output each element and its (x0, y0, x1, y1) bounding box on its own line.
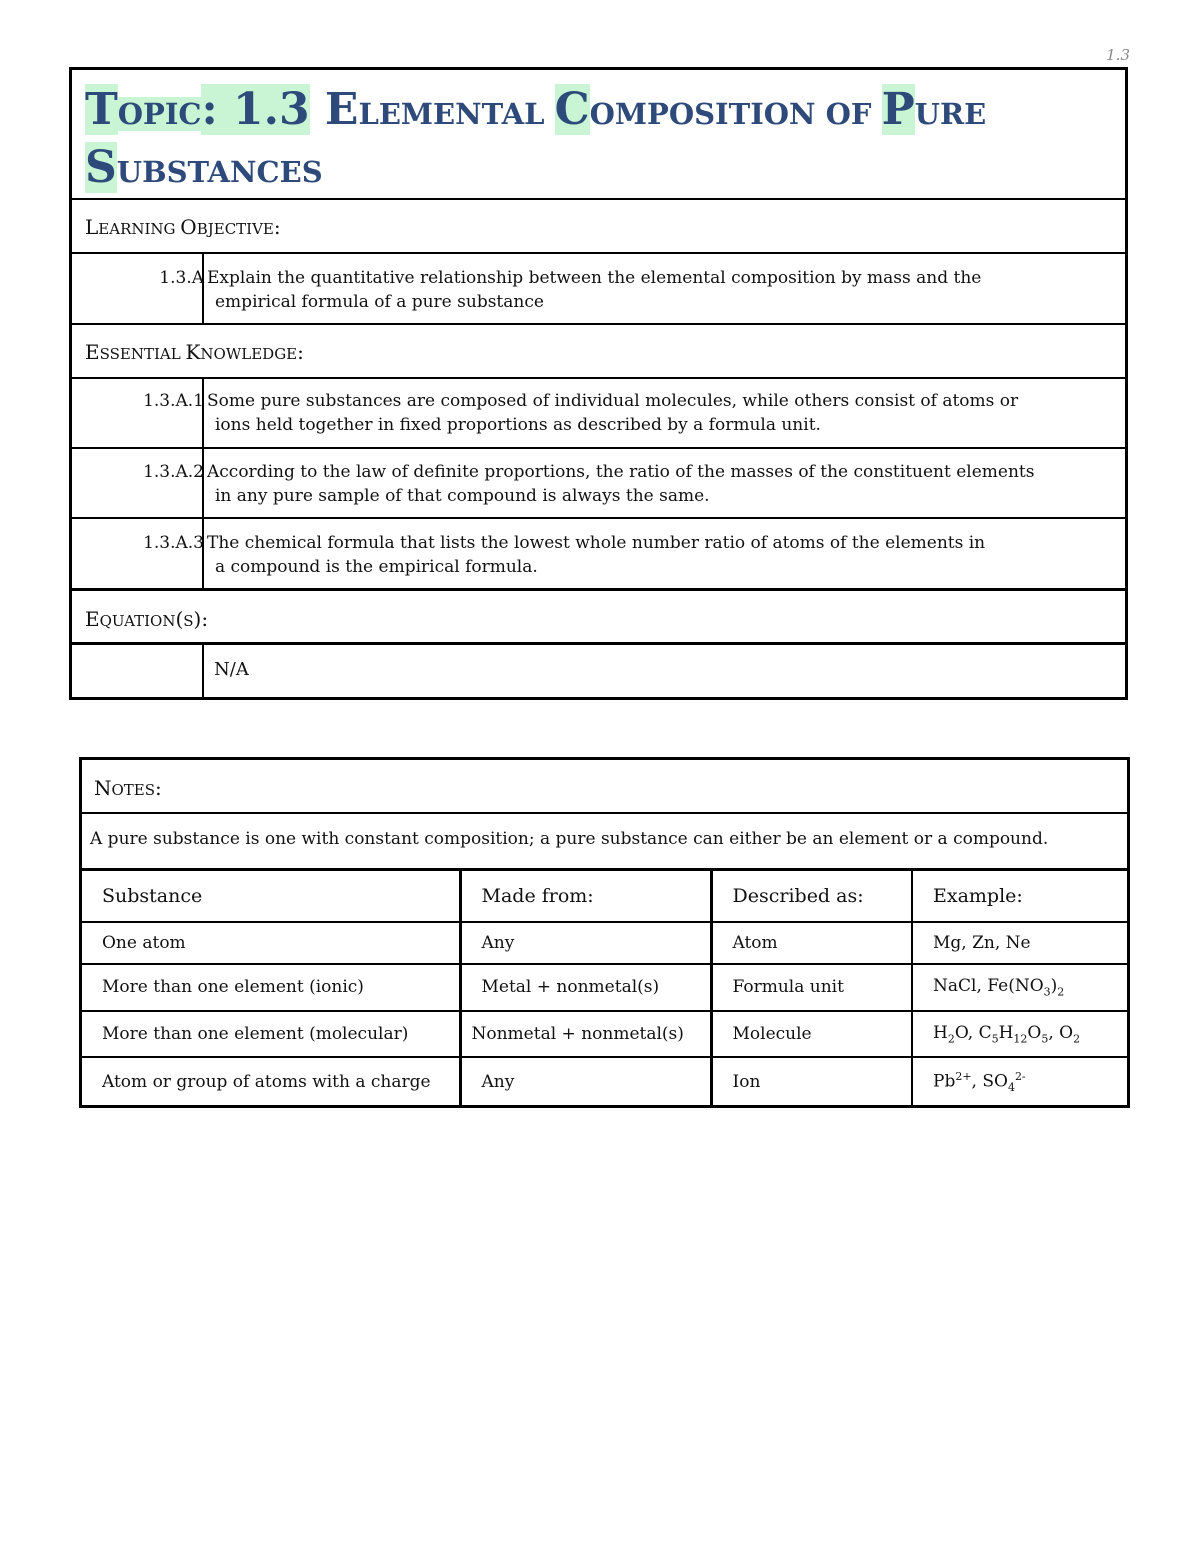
objective-text-line-2: empirical formula of a pure substance (215, 292, 544, 312)
divider (72, 198, 1125, 200)
divider (72, 377, 1125, 379)
formula-fragment: NaCl, Fe(NO (933, 976, 1044, 997)
title-fragment: URE (914, 97, 987, 131)
learning-objective-heading (85, 215, 281, 239)
table-row (82, 922, 1127, 964)
divider (82, 812, 1127, 814)
heading-fragment: SSENTIAL (99, 345, 186, 363)
cell-substance: More than one element (ionic) (82, 964, 460, 1011)
table-row (82, 1011, 1127, 1058)
column-header: Example: (912, 870, 1127, 923)
knowledge-text-line-2: ions held together in fixed proportions as described by a formula unit. (215, 415, 821, 435)
knowledge-text-line-1: The chemical formula that lists the lowest whole number ratio of atoms of the elements in (207, 533, 986, 553)
formula-fragment: 12 (1013, 1032, 1028, 1046)
formula-fragment: 5 (1041, 1032, 1049, 1046)
formula-fragment: 2 (947, 1032, 955, 1046)
equations-value: N/A (214, 659, 249, 680)
heading-fragment: E (85, 607, 100, 631)
formula-fragment: 2 (1073, 1032, 1081, 1046)
column-header: Made from: (460, 870, 711, 923)
knowledge-text (207, 460, 1034, 508)
knowledge-text-line-2: a compound is the empirical formula. (215, 557, 538, 577)
title-fragment: OPIC (117, 97, 202, 131)
knowledge-text (207, 531, 985, 579)
heading-fragment: N (94, 776, 112, 800)
formula-fragment: H (998, 1022, 1014, 1043)
heading-fragment: NOWLEDGE (200, 345, 298, 363)
cell-substance: One atom (82, 922, 460, 964)
title-fragment: : 1.3 (201, 84, 310, 135)
substance-table (82, 868, 1127, 1105)
divider (72, 447, 1125, 449)
topic-title-line-2 (85, 142, 323, 193)
formula-fragment: 3 (1043, 985, 1051, 999)
formula-fragment: 4 (1007, 1080, 1015, 1094)
cell-made-from: Nonmetal + nonmetal(s) (460, 1011, 711, 1058)
notes-table (79, 757, 1130, 1108)
knowledge-code: 1.3.A.2 (143, 462, 204, 482)
knowledge-code: 1.3.A.1 (143, 391, 204, 411)
formula-fragment: O, C (954, 1022, 992, 1043)
cell-described-as: Formula unit (711, 964, 912, 1011)
heading-fragment: ( (175, 607, 184, 631)
knowledge-text-line-1: Some pure substances are composed of individual molecules, while others consist of atoms or (207, 391, 1019, 411)
cell-described-as: Ion (711, 1057, 912, 1105)
title-fragment: E (309, 84, 359, 135)
column-header: Substance (82, 870, 460, 923)
essential-knowledge-heading (85, 340, 304, 364)
heading-fragment: L (85, 215, 99, 239)
objective-text-line-1: Explain the quantitative relationship between the elemental composition by mass and the (207, 268, 982, 288)
divider (72, 642, 1125, 645)
title-fragment: C (554, 84, 590, 135)
topic-title-line-1 (85, 84, 986, 135)
cell-made-from: Metal + nonmetal(s) (460, 964, 711, 1011)
title-fragment: T (85, 84, 118, 135)
notes-intro: A pure substance is one with constant composition; a pure substance can either be an element or a compound. (90, 829, 1049, 849)
formula-fragment: O (1027, 1022, 1042, 1043)
objective-code: 1.3.A (159, 268, 204, 288)
formula-fragment: 2- (1014, 1069, 1026, 1083)
knowledge-text-line-2: in any pure sample of that compound is always the same. (215, 486, 710, 506)
title-fragment: OMPOSITION OF (589, 97, 882, 131)
formula-fragment: Pb (933, 1071, 956, 1092)
heading-fragment: OTES (111, 781, 156, 799)
heading-fragment: ): (193, 607, 209, 631)
formula-fragment: H (933, 1022, 948, 1043)
cell-example (912, 964, 1127, 1011)
topic-table (69, 67, 1128, 700)
column-header: Described as: (711, 870, 912, 923)
heading-fragment: BJECTIVE (196, 220, 274, 238)
divider (72, 517, 1125, 519)
cell-made-from: Any (460, 922, 711, 964)
heading-fragment: EARNING (98, 220, 181, 238)
heading-fragment: : (155, 776, 162, 800)
divider (72, 252, 1125, 254)
formula-fragment: 5 (991, 1032, 999, 1046)
table-row (82, 964, 1127, 1011)
formula-fragment: 2 (1057, 985, 1065, 999)
cell-made-from: Any (460, 1057, 711, 1105)
divider (72, 588, 1125, 591)
heading-fragment: QUATION (99, 612, 176, 630)
title-fragment: UBSTANCES (116, 155, 323, 189)
notes-heading (94, 776, 162, 800)
heading-fragment: : (297, 340, 304, 364)
knowledge-text (207, 389, 1018, 437)
title-fragment: P (881, 84, 915, 135)
formula-fragment: 2+ (955, 1069, 972, 1083)
column-divider (202, 254, 204, 323)
cell-described-as: Atom (711, 922, 912, 964)
cell-substance: More than one element (molecular) (82, 1011, 460, 1058)
title-fragment: S (85, 142, 117, 193)
heading-fragment: E (85, 340, 100, 364)
column-divider (202, 645, 204, 700)
cell-example (912, 922, 1127, 964)
knowledge-text-line-1: According to the law of definite proportions, the ratio of the masses of the constituent elements (207, 462, 1035, 482)
formula-fragment: , O (1048, 1022, 1074, 1043)
title-fragment: LEMENTAL (358, 97, 555, 131)
divider (72, 323, 1125, 325)
formula-fragment: Mg, Zn, Ne (933, 933, 1031, 953)
knowledge-code: 1.3.A.3 (143, 533, 204, 553)
formula-fragment: , SO (971, 1071, 1008, 1092)
formula-fragment: ) (1050, 976, 1058, 997)
page-number: 1.3 (1106, 46, 1130, 64)
cell-substance: Atom or group of atoms with a charge (82, 1057, 460, 1105)
table-header-row (82, 870, 1127, 923)
objective-text (207, 266, 981, 314)
cell-example (912, 1011, 1127, 1058)
cell-example (912, 1057, 1127, 1105)
heading-fragment: : (273, 215, 281, 239)
heading-fragment: O (180, 215, 197, 239)
heading-fragment: K (185, 340, 201, 364)
cell-described-as: Molecule (711, 1011, 912, 1058)
equations-heading (85, 607, 208, 631)
table-row (82, 1057, 1127, 1105)
heading-fragment: S (183, 612, 194, 630)
